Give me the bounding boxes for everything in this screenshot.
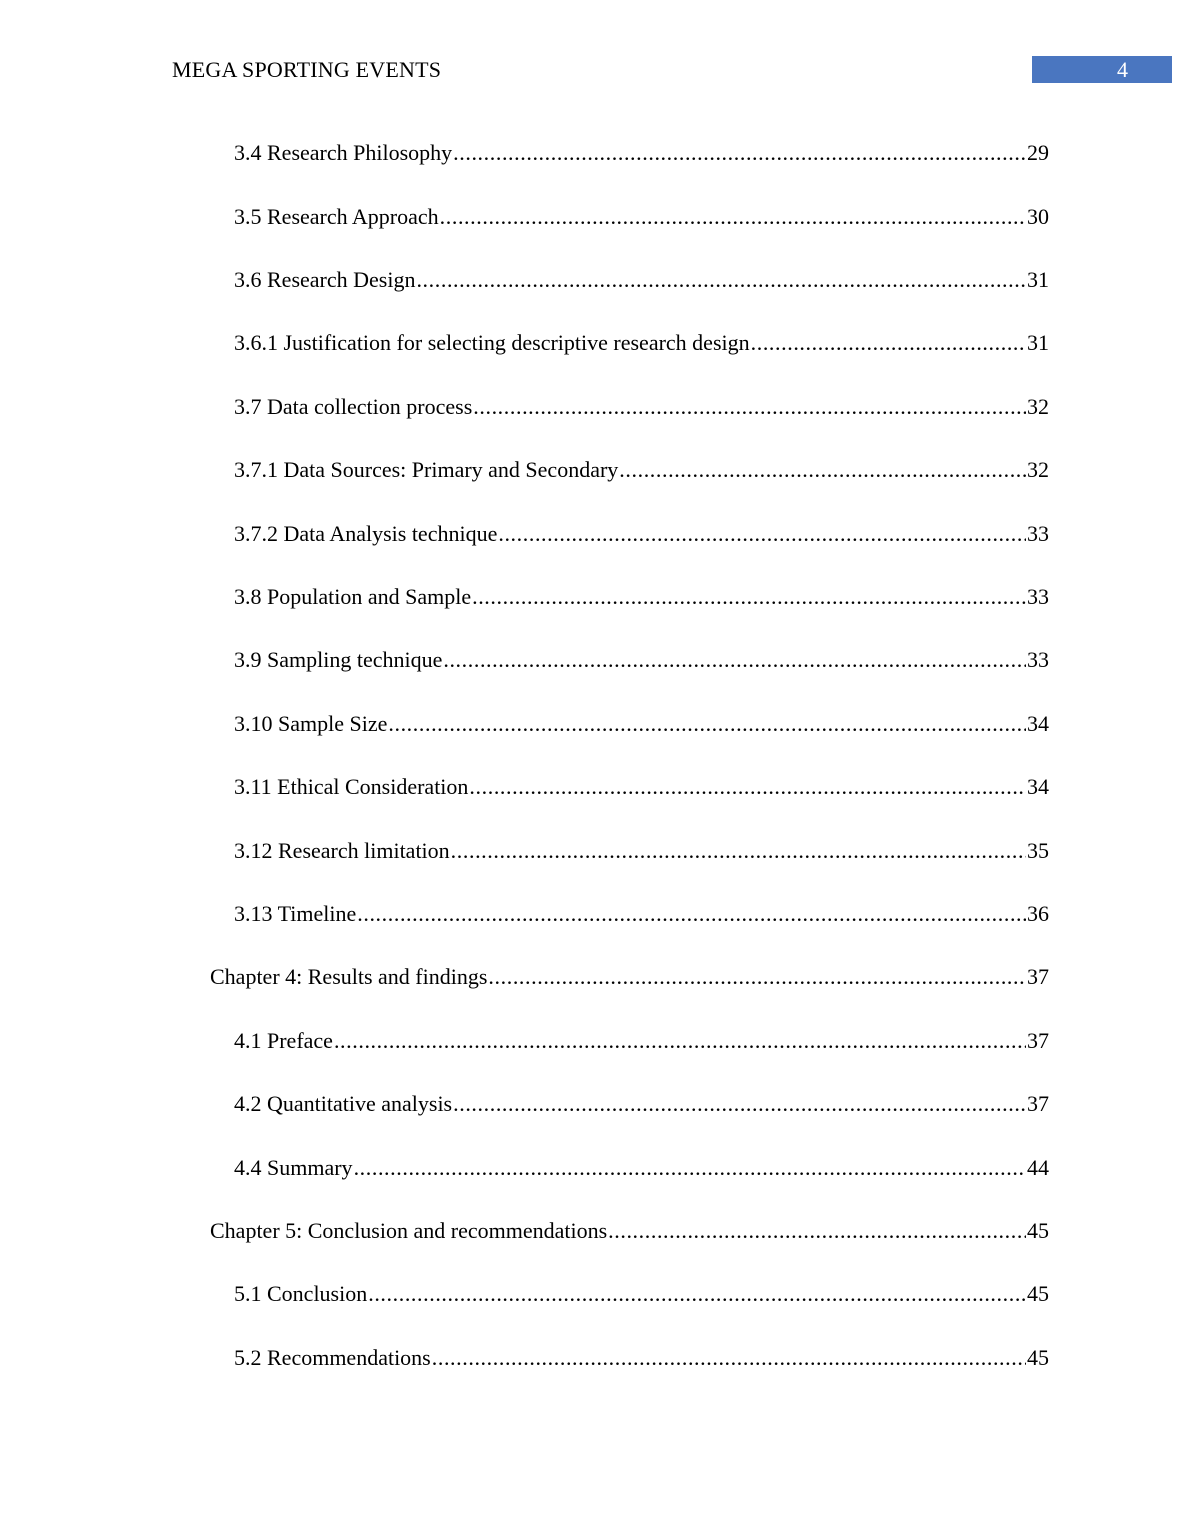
toc-entry[interactable]	[234, 520, 1049, 548]
toc-entry[interactable]	[234, 837, 1049, 865]
toc-entry[interactable]	[234, 203, 1049, 231]
toc-entry-page: 45	[1027, 1345, 1049, 1370]
toc-entry-label: 3.13 Timeline	[234, 901, 357, 926]
toc-entry[interactable]	[234, 456, 1049, 484]
toc-dot-leader	[432, 1344, 1026, 1372]
toc-entry-page: 45	[1027, 1281, 1049, 1306]
toc-entry-label: 3.6 Research Design	[234, 267, 416, 292]
toc-dot-leader	[357, 900, 1026, 928]
toc-dot-leader	[453, 1090, 1026, 1118]
toc-dot-leader	[440, 203, 1026, 231]
toc-dot-leader	[416, 266, 1026, 294]
toc-entry-page: 36	[1027, 901, 1049, 926]
toc-entry-page: 33	[1027, 647, 1049, 672]
toc-entry-label: 3.10 Sample Size	[234, 711, 388, 736]
toc-entry-page: 37	[1027, 1091, 1049, 1116]
toc-chapter-entry[interactable]	[210, 963, 1049, 991]
toc-entry-page: 29	[1027, 140, 1049, 165]
toc-entry-page: 33	[1027, 584, 1049, 609]
page-number-box	[1032, 56, 1172, 83]
toc-dot-leader	[488, 963, 1026, 991]
toc-entry-label: 3.5 Research Approach	[234, 204, 439, 229]
toc-dot-leader	[388, 710, 1026, 738]
toc-entry[interactable]	[234, 139, 1049, 167]
toc-entry[interactable]	[234, 1154, 1049, 1182]
toc-entry[interactable]	[234, 710, 1049, 738]
toc-dot-leader	[443, 646, 1026, 674]
toc-entry-page: 32	[1027, 457, 1049, 482]
toc-entry-label: 3.6.1 Justification for selecting descriptive research design	[234, 330, 750, 355]
toc-entry-label: Chapter 5: Conclusion and recommendations	[210, 1218, 608, 1243]
toc-entry-label: 5.1 Conclusion	[234, 1281, 368, 1306]
toc-entry-label: 3.8 Population and Sample	[234, 584, 472, 609]
toc-entry[interactable]	[234, 583, 1049, 611]
toc-entry[interactable]	[234, 1344, 1049, 1372]
toc-entry-label: 4.4 Summary	[234, 1155, 353, 1180]
toc-entry[interactable]	[234, 266, 1049, 294]
toc-entry-page: 34	[1027, 711, 1049, 736]
toc-entry[interactable]	[234, 1280, 1049, 1308]
toc-dot-leader	[751, 329, 1026, 357]
toc-entry-page: 37	[1027, 1028, 1049, 1053]
toc-dot-leader	[498, 520, 1026, 548]
toc-entry-page: 31	[1027, 330, 1049, 355]
toc-entry[interactable]	[234, 1090, 1049, 1118]
toc-entry-label: 3.7.2 Data Analysis technique	[234, 521, 498, 546]
toc-entry-page: 32	[1027, 394, 1049, 419]
toc-entry-label: 3.11 Ethical Consideration	[234, 774, 469, 799]
toc-entry-label: 3.7.1 Data Sources: Primary and Secondary	[234, 457, 619, 482]
toc-entry-label: 3.9 Sampling technique	[234, 647, 443, 672]
toc-entry-label: 3.7 Data collection process	[234, 394, 473, 419]
toc-dot-leader	[608, 1217, 1026, 1245]
toc-entry-label: 4.1 Preface	[234, 1028, 333, 1053]
page-number: 4	[1117, 57, 1128, 82]
toc-entry-page: 44	[1027, 1155, 1049, 1180]
toc-entry-page: 33	[1027, 521, 1049, 546]
toc-entry-page: 37	[1027, 964, 1049, 989]
toc-chapter-entry[interactable]	[210, 1217, 1049, 1245]
toc-entry[interactable]	[234, 1027, 1049, 1055]
toc-entry[interactable]	[234, 646, 1049, 674]
toc-entry-page: 31	[1027, 267, 1049, 292]
toc-dot-leader	[469, 773, 1026, 801]
toc-dot-leader	[453, 139, 1026, 167]
toc-entry[interactable]	[234, 773, 1049, 801]
toc-dot-leader	[472, 583, 1026, 611]
toc-entry-label: Chapter 4: Results and findings	[210, 964, 488, 989]
toc-entry[interactable]	[234, 393, 1049, 421]
toc-entry-label: 3.12 Research limitation	[234, 838, 450, 863]
toc-dot-leader	[473, 393, 1026, 421]
toc-entry-page: 30	[1027, 204, 1049, 229]
toc-dot-leader	[354, 1154, 1026, 1182]
toc-dot-leader	[334, 1027, 1026, 1055]
toc-entry-label: 3.4 Research Philosophy	[234, 140, 453, 165]
toc-entry[interactable]	[234, 900, 1049, 928]
toc-entry-page: 34	[1027, 774, 1049, 799]
toc-entry-label: 5.2 Recommendations	[234, 1345, 431, 1370]
toc-entry-page: 45	[1027, 1218, 1049, 1243]
toc-dot-leader	[619, 456, 1026, 484]
toc-entry-label: 4.2 Quantitative analysis	[234, 1091, 453, 1116]
toc-entry-page: 35	[1027, 838, 1049, 863]
toc-dot-leader	[368, 1280, 1026, 1308]
toc-entry[interactable]	[234, 329, 1049, 357]
header-title: MEGA SPORTING EVENTS	[172, 57, 442, 82]
toc-dot-leader	[451, 837, 1026, 865]
